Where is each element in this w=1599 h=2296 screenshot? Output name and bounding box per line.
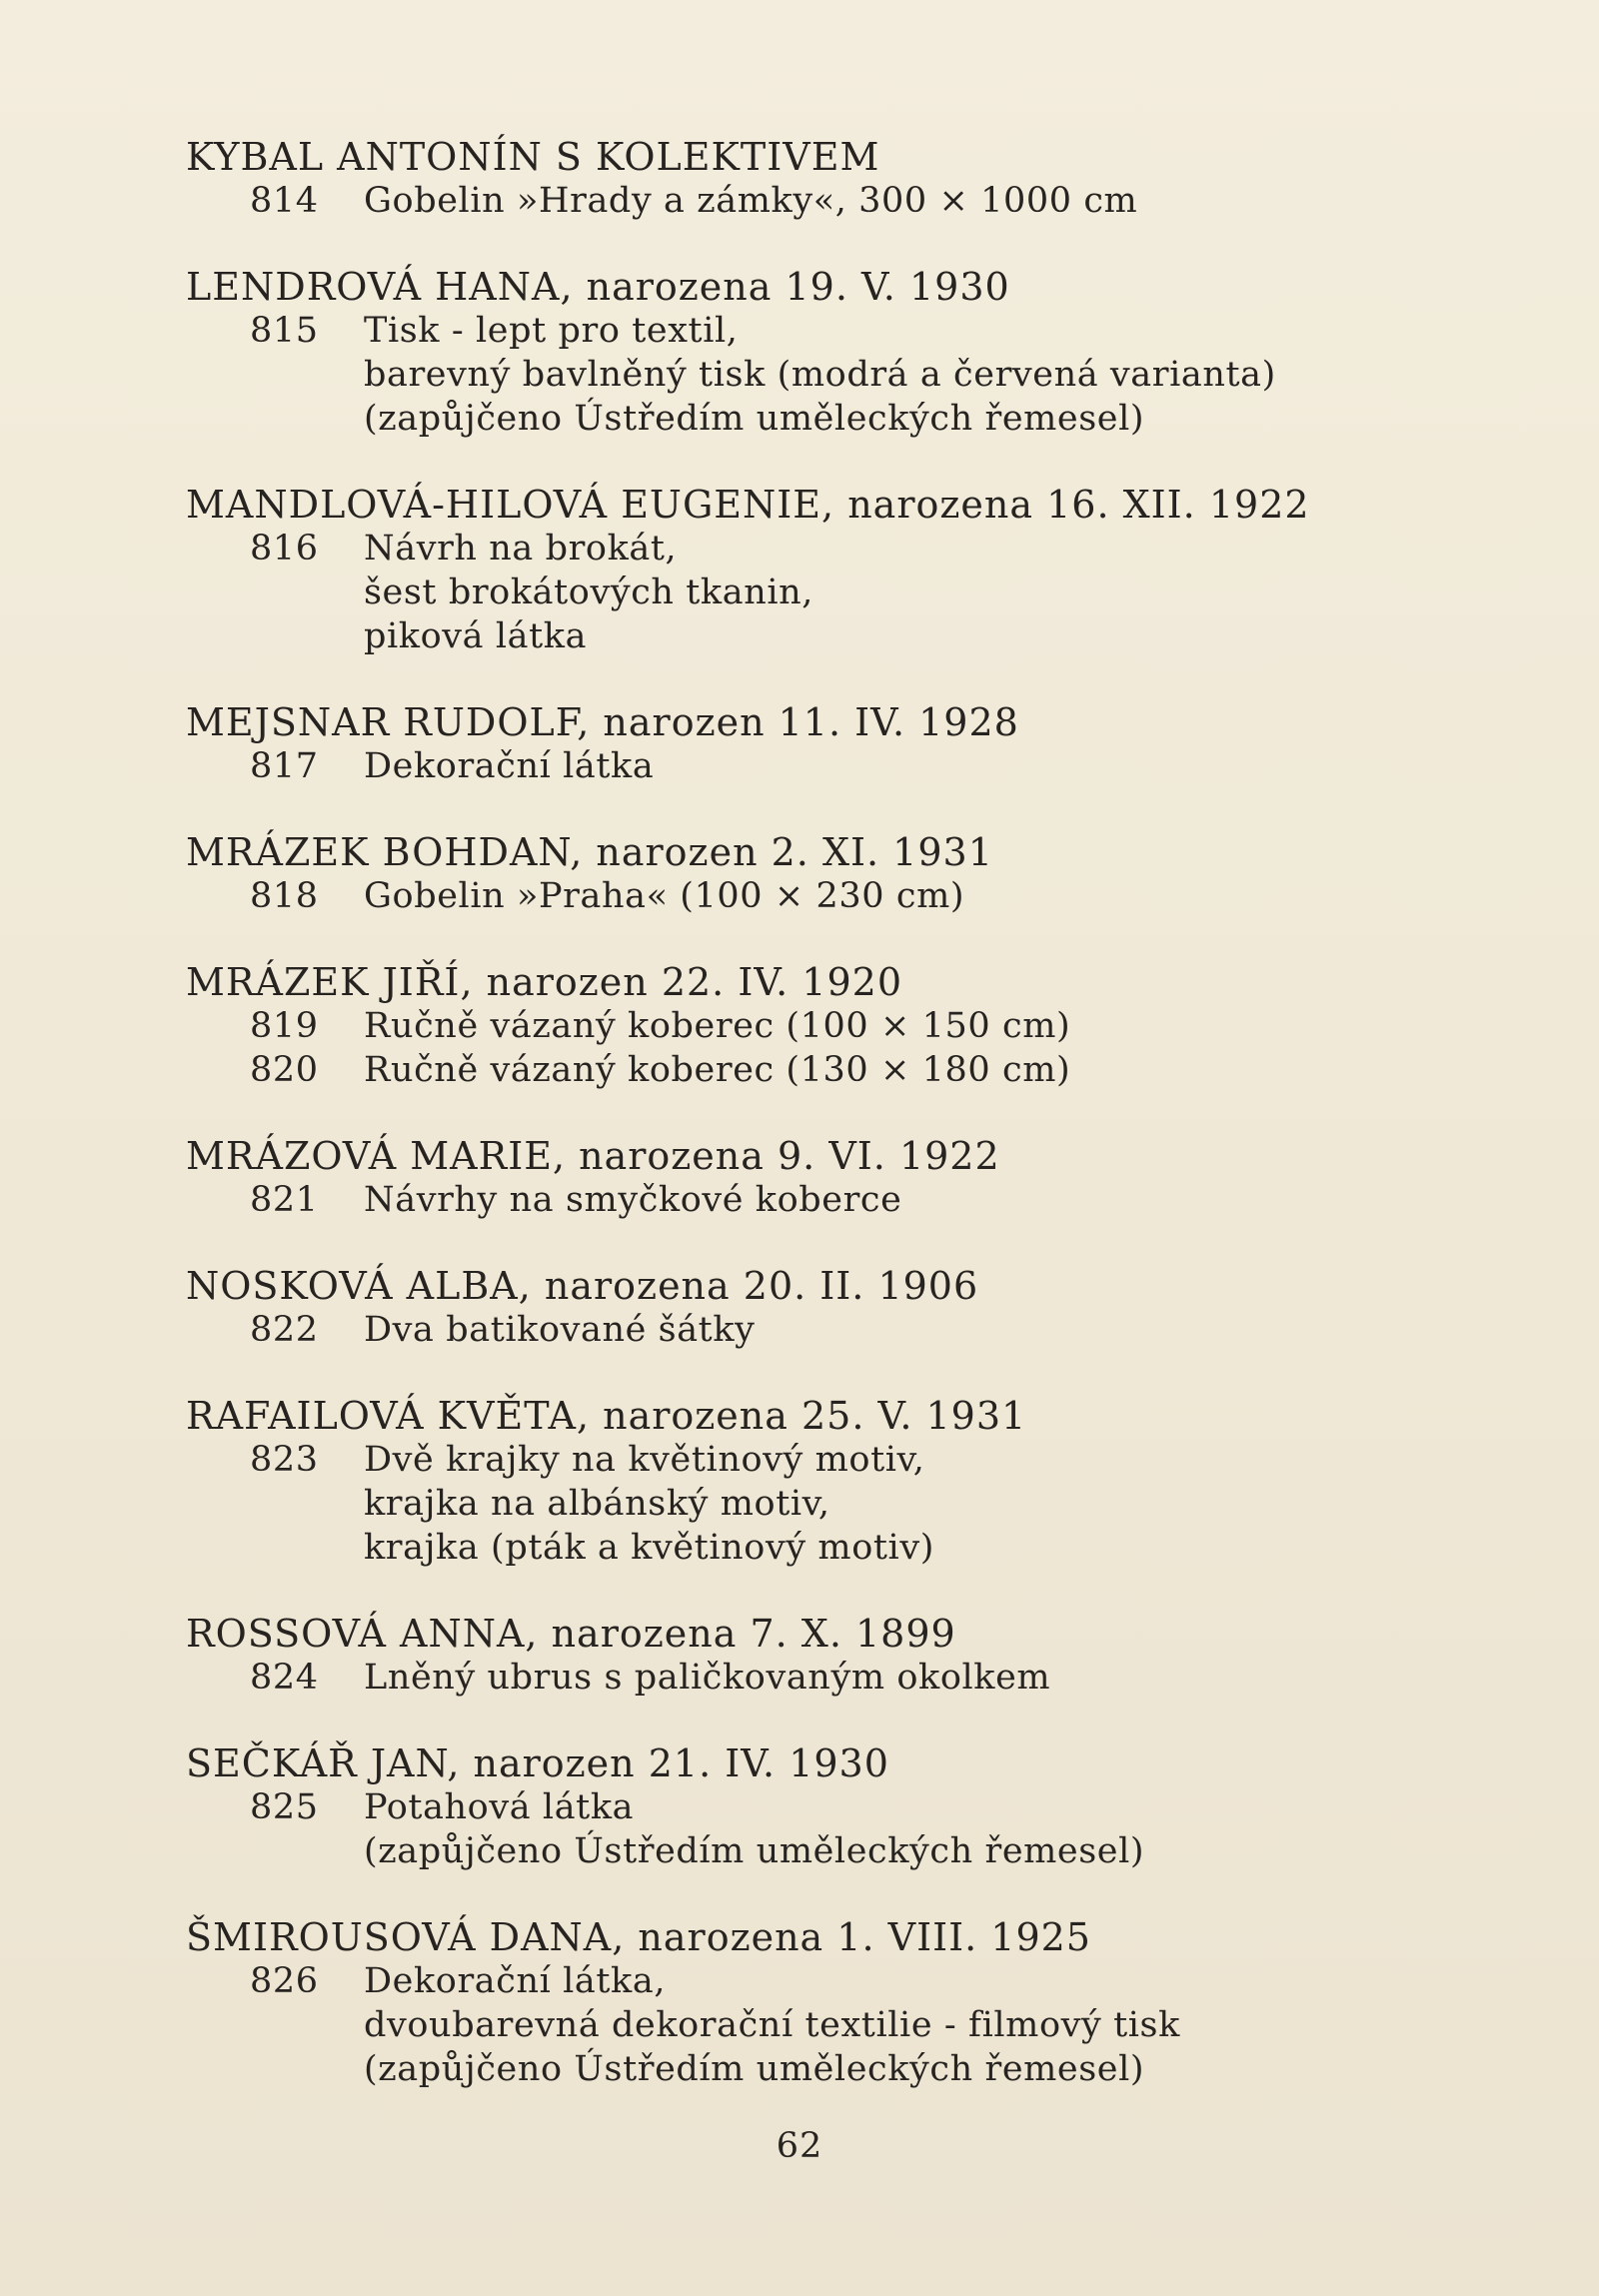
work-item: [186, 744, 1435, 788]
catalog-entry: [186, 1612, 1435, 1700]
artist-heading: MRÁZOVÁ MARIE, narozena 9. VI. 1922: [186, 1134, 1000, 1178]
catalog-entry: [186, 830, 1435, 918]
work-description: [364, 874, 964, 918]
work-description-line: (zapůjčeno Ústředím uměleckých řemesel): [364, 2049, 1145, 2089]
work-description-line: barevný bavlněný tisk (modrá a červená varianta): [364, 355, 1276, 395]
work-description: [364, 1785, 1144, 1873]
work-description-line: Ručně vázaný koberec (100 × 150 cm): [364, 1006, 1071, 1046]
work-item: [186, 1308, 1435, 1352]
work-description-line: Tisk - lept pro textil,: [364, 311, 739, 351]
work-description: [364, 744, 654, 788]
work-number: 816: [250, 529, 319, 569]
work-description-line: Ručně vázaný koberec (130 × 180 cm): [364, 1050, 1071, 1090]
work-description: [364, 1308, 756, 1352]
catalog-entries: [186, 135, 1435, 2133]
page-number: 62: [776, 2126, 823, 2166]
catalog-entry: [186, 1915, 1435, 2091]
artist-heading: SEČKÁŘ JAN, narozen 21. IV. 1930: [186, 1741, 889, 1785]
work-number: 821: [250, 1180, 319, 1220]
work-number: 820: [250, 1050, 319, 1090]
work-description-line: Dekorační látka,: [364, 1961, 667, 2001]
work-item: [186, 1959, 1435, 2091]
catalog-entry: [186, 1264, 1435, 1352]
work-description-line: Dekorační látka: [364, 746, 655, 786]
work-description-line: Gobelin »Praha« (100 × 230 cm): [364, 876, 965, 916]
work-description: [364, 179, 1137, 223]
catalog-entry: [186, 1741, 1435, 1873]
artist-heading: NOSKOVÁ ALBA, narozena 20. II. 1906: [186, 1264, 979, 1308]
work-description-line: krajka na albánský motiv,: [364, 1484, 830, 1524]
work-description-line: piková látka: [364, 616, 588, 656]
work-description-line: Návrhy na smyčkové koberce: [364, 1180, 902, 1220]
work-description-line: dvoubarevná dekorační textilie - filmový tisk: [364, 2005, 1180, 2045]
work-item: [186, 1048, 1435, 1092]
work-description: [364, 1959, 1180, 2091]
work-number: 815: [250, 311, 319, 351]
artist-heading: ROSSOVÁ ANNA, narozena 7. X. 1899: [186, 1612, 956, 1656]
artist-heading: MRÁZEK JIŘÍ, narozen 22. IV. 1920: [186, 960, 903, 1004]
work-description: [364, 527, 813, 658]
artist-heading: MRÁZEK BOHDAN, narozen 2. XI. 1931: [186, 830, 993, 874]
work-item: [186, 1656, 1435, 1700]
artist-heading: LENDROVÁ HANA, narozena 19. V. 1930: [186, 265, 1010, 309]
catalog-entry: [186, 135, 1435, 223]
artist-heading: RAFAILOVÁ KVĚTA, narozena 25. V. 1931: [186, 1394, 1027, 1438]
catalog-entry: [186, 1134, 1435, 1222]
work-description-line: šest brokátových tkanin,: [364, 573, 814, 612]
work-description-line: Potahová látka: [364, 1787, 635, 1827]
work-number: 826: [250, 1961, 319, 2001]
work-description-line: Dva batikované šátky: [364, 1310, 756, 1350]
work-number: 825: [250, 1787, 319, 1827]
artist-heading: MEJSNAR RUDOLF, narozen 11. IV. 1928: [186, 700, 1019, 744]
catalog-entry: [186, 265, 1435, 441]
work-description: [364, 1656, 1050, 1700]
work-number: 817: [250, 746, 319, 786]
work-item: [186, 1438, 1435, 1570]
work-description-line: krajka (pták a květinový motiv): [364, 1528, 934, 1568]
work-description-line: Gobelin »Hrady a zámky«, 300 × 1000 cm: [364, 181, 1138, 221]
work-number: 818: [250, 876, 319, 916]
catalog-entry: [186, 1394, 1435, 1570]
work-item: [186, 527, 1435, 658]
work-item: [186, 1004, 1435, 1048]
work-item: [186, 874, 1435, 918]
work-description-line: (zapůjčeno Ústředím uměleckých řemesel): [364, 1831, 1145, 1871]
work-description-line: Dvě krajky na květinový motiv,: [364, 1440, 925, 1480]
work-description: [364, 1004, 1070, 1048]
work-number: 824: [250, 1658, 319, 1698]
work-description: [364, 1178, 901, 1222]
work-description: [364, 309, 1276, 441]
work-description-line: Návrh na brokát,: [364, 529, 678, 569]
work-number: 823: [250, 1440, 319, 1480]
catalog-entry: [186, 960, 1435, 1092]
work-number: 814: [250, 181, 319, 221]
catalog-entry: [186, 700, 1435, 788]
catalog-entry: [186, 483, 1435, 658]
work-description-line: (zapůjčeno Ústředím uměleckých řemesel): [364, 399, 1145, 439]
work-item: [186, 179, 1435, 223]
work-item: [186, 1178, 1435, 1222]
work-number: 822: [250, 1310, 319, 1350]
work-item: [186, 309, 1435, 441]
artist-heading: MANDLOVÁ-HILOVÁ EUGENIE, narozena 16. XII. 1922: [186, 483, 1310, 527]
work-description-line: Lněný ubrus s paličkovaným okolkem: [364, 1658, 1051, 1698]
work-item: [186, 1785, 1435, 1873]
work-description: [364, 1438, 934, 1570]
artist-heading: ŠMIROUSOVÁ DANA, narozena 1. VIII. 1925: [186, 1915, 1091, 1959]
work-number: 819: [250, 1006, 319, 1046]
work-description: [364, 1048, 1070, 1092]
artist-heading: KYBAL ANTONÍN S KOLEKTIVEM: [186, 135, 880, 179]
